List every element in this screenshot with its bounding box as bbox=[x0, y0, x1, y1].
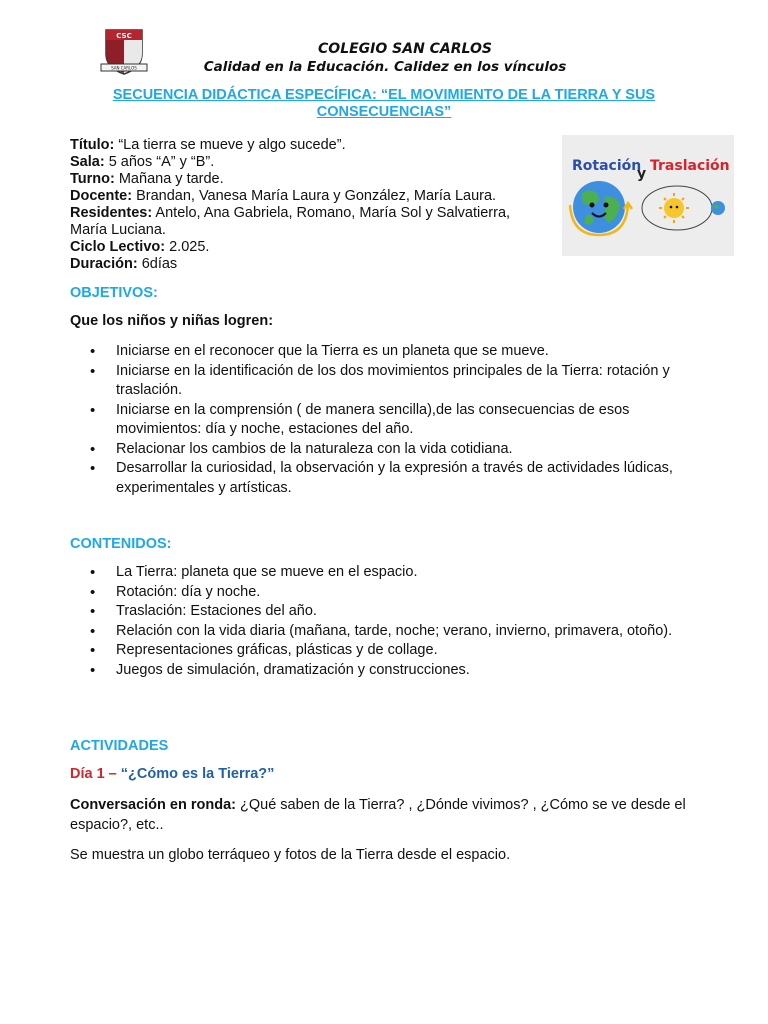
actividades-heading: ACTIVIDADES bbox=[70, 738, 169, 754]
list-item: • Desarrollar la curiosidad, la observación y la expresión a través de actividades lúdicas, experimentales y artísticas. bbox=[70, 459, 710, 498]
info-sala bbox=[70, 154, 550, 171]
contenidos-heading: CONTENIDOS: bbox=[70, 536, 172, 552]
day-1-paragraph: Se muestra un globo terráqueo y fotos de la Tierra desde el espacio. bbox=[70, 847, 511, 863]
info-block bbox=[70, 137, 550, 273]
info-value: Antelo, Ana Gabriela, Romano, María Sol y Salvatierra, María Luciana. bbox=[70, 205, 511, 238]
list-item: • La Tierra: planeta que se mueve en el espacio. bbox=[70, 563, 710, 583]
list-item: • Rotación: día y noche. bbox=[70, 583, 710, 603]
list-item: • Juegos de simulación, dramatización y construcciones. bbox=[70, 661, 710, 681]
document-title-line-1: SECUENCIA DIDÁCTICA ESPECÍFICA: “EL MOVIMIENTO DE LA TIERRA Y SUS bbox=[112, 87, 656, 103]
info-duracion bbox=[70, 256, 550, 273]
day-1-name: “¿Cómo es la Tierra?” bbox=[120, 766, 275, 782]
conversation-text: ¿Qué saben de la Tierra? , ¿Dónde vivimos? , ¿Cómo se ve desde el espacio?, etc.. bbox=[70, 797, 686, 833]
info-titulo bbox=[70, 137, 550, 154]
info-label: Título: bbox=[70, 137, 115, 153]
info-turno bbox=[70, 171, 550, 188]
contenidos-list bbox=[70, 563, 710, 680]
list-item: • Traslación: Estaciones del año. bbox=[70, 602, 710, 622]
info-value: “La tierra se mueve y algo sucede”. bbox=[114, 137, 346, 153]
info-value: 5 años “A” y “B”. bbox=[104, 154, 215, 170]
earth-rotation-icon bbox=[570, 181, 632, 235]
school-crest-logo bbox=[100, 26, 148, 76]
info-residentes bbox=[70, 205, 550, 239]
list-item: • Relación con la vida diaria (mañana, tarde, noche; verano, invierno, primavera, otoño). bbox=[70, 622, 710, 642]
school-motto: Calidad en la Educación. Calidez en los vínculos bbox=[203, 59, 567, 75]
info-value: Mañana y tarde. bbox=[114, 171, 224, 187]
objetivos-intro: Que los niños y niñas logren: bbox=[70, 313, 274, 329]
document-title-line-2: CONSECUENCIAS” bbox=[316, 104, 452, 120]
illustration-word-y: y bbox=[637, 166, 647, 182]
logo-initials: CSC bbox=[116, 32, 132, 40]
list-item: • Relacionar los cambios de la naturaleza con la vida cotidiana. bbox=[70, 440, 710, 460]
info-label: Turno: bbox=[70, 171, 115, 187]
document-title bbox=[80, 87, 688, 121]
info-label: Duración: bbox=[70, 256, 138, 272]
info-label: Sala: bbox=[70, 154, 105, 170]
info-value: Brandan, Vanesa María Laura y González, María Laura. bbox=[132, 188, 497, 204]
info-value: 2.025. bbox=[165, 239, 210, 255]
list-item: • Iniciarse en el reconocer que la Tierra es un planeta que se mueve. bbox=[70, 342, 710, 362]
rotation-translation-illustration bbox=[562, 135, 734, 256]
info-label: Ciclo Lectivo: bbox=[70, 239, 166, 255]
info-docente bbox=[70, 188, 550, 205]
list-item: • Representaciones gráficas, plásticas y de collage. bbox=[70, 641, 710, 661]
list-item: • Iniciarse en la comprensión ( de manera sencilla),de las consecuencias de esos movimientos: día y noche, estaciones del año. bbox=[70, 401, 710, 440]
illustration-word-traslacion: Traslación bbox=[650, 158, 730, 174]
day-1-conversation bbox=[70, 795, 700, 835]
list-item: • Iniciarse en la identificación de los dos movimientos principales de la Tierra: rotación y traslación. bbox=[70, 362, 710, 401]
school-name: COLEGIO SAN CARLOS bbox=[318, 41, 492, 57]
objetivos-list bbox=[70, 342, 710, 498]
info-value: 6días bbox=[137, 256, 178, 272]
info-ciclo-lectivo bbox=[70, 239, 550, 256]
objetivos-heading: OBJETIVOS: bbox=[70, 285, 158, 301]
logo-ribbon-text: SAN CARLOS bbox=[111, 65, 137, 71]
small-earth-icon bbox=[711, 201, 725, 215]
conversation-label: Conversación en ronda: bbox=[70, 797, 236, 813]
info-label: Docente: bbox=[70, 188, 133, 204]
info-label: Residentes: bbox=[70, 205, 153, 221]
sun-icon bbox=[659, 193, 689, 223]
day-1-title bbox=[70, 766, 274, 782]
illustration-word-rotacion: Rotación bbox=[572, 158, 642, 174]
day-1-number: Día 1 – bbox=[70, 766, 121, 782]
